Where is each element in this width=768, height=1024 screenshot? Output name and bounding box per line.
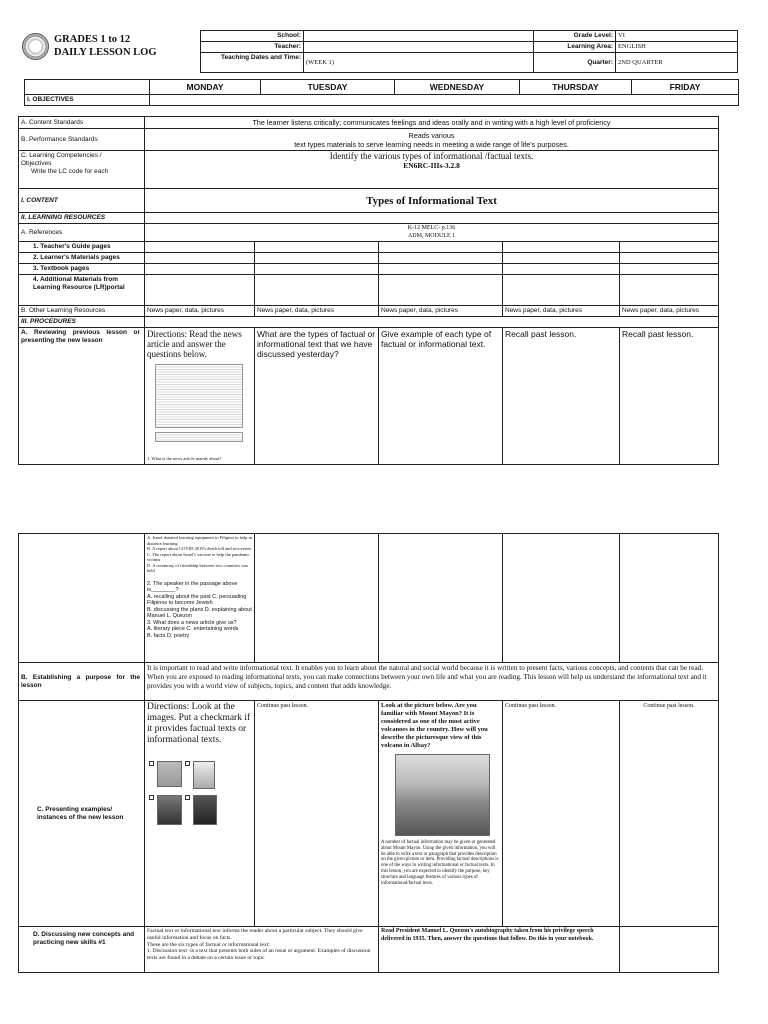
- content-title: Types of Informational Text: [145, 189, 719, 213]
- other-resources-label: B. Other Learning Resources: [19, 306, 145, 317]
- teacher-value: [304, 42, 534, 53]
- lm-pages-label: 2. Learner's Materials pages: [19, 253, 145, 264]
- area-label: Learning Area:: [534, 42, 616, 53]
- review-tue: What are the types of factual or informational text that we have discussed yesterday?: [255, 328, 379, 465]
- page-title: [54, 33, 157, 59]
- review-thu: Recall past lesson.: [503, 328, 620, 465]
- other-resources-thu: News paper, data, pictures: [503, 306, 620, 317]
- performance-standards-label: B. Performance Standards: [19, 129, 145, 151]
- quarter-label: Quarter:: [534, 53, 616, 73]
- presenting-wed-body: A number of factual information may be given or generated about Mount Mayon. Using the given information, you will be able to write a text or paragraph that provides description on the given picture or item. Providing factual descriptions is one of the ways in writing informational or factual texts. In this lesson, you are expected to identify the purpose, key structure and language features of various types of informational/factual texts.: [381, 840, 499, 886]
- learning-resources-label: II. LEARNING RESOURCES: [19, 213, 145, 224]
- lesson-table-page2: [18, 533, 719, 973]
- day-monday: MONDAY: [150, 80, 261, 95]
- presenting-thu: Continue past lesson.: [503, 701, 620, 927]
- content-standards-label: A. Content Standards: [19, 117, 145, 129]
- procedures-label: III. PROCEDURES: [19, 317, 145, 328]
- textbook-pages-label: 3. Textbook pages: [19, 264, 145, 275]
- purpose-text: It is important to read and write informational text. It enables you to learn about the natural and social world because it is written to present facts, various concepts, and contents that can be read. When you are exposed to reading informational texts, you can make connections between your own life and what you are reading. This lesson will help us understand the informational text and it provides you with a world view of subjects, topics, and content that adds knowledge.: [145, 663, 719, 701]
- teacher-label: Teacher:: [201, 42, 304, 53]
- discussing-mon-types: These are the six types of factual or informational text:: [147, 941, 270, 948]
- quarter-value: 2ND QUARTER: [616, 53, 738, 73]
- q3-stem: 3. What does a news article give us?: [147, 619, 237, 626]
- competencies-label: C. Learning Competencies / Objectives: [21, 152, 102, 167]
- week-value: (WEEK 1): [304, 53, 534, 73]
- presenting-mon-directions: Directions: Look at the images. Put a checkmark if it provides factual texts or informational texts.: [147, 702, 251, 745]
- references-label: A. References: [19, 224, 145, 242]
- checkbox-1[interactable]: [149, 761, 154, 766]
- deped-seal-logo: [22, 33, 49, 60]
- day-wednesday: WEDNESDAY: [395, 80, 520, 95]
- day-thursday: THURSDAY: [520, 80, 632, 95]
- presenting-fri: Continue past lesson.: [620, 701, 719, 927]
- q2-stem: 2. The speaker in the passage above is________?: [147, 580, 238, 593]
- q2-choices-bd: B. discussing the plans D. explaining about Manuel L. Quezon: [147, 606, 252, 619]
- checkbox-4[interactable]: [185, 795, 190, 800]
- discussing-wed: Read President Manuel L. Quezon's autobiography taken from his privilege speech delivered in 1935. Then, answer the questions that follow. Do this in your notebook.: [379, 927, 620, 973]
- additional-materials-label: 4. Additional Materials from Learning Resource (LR)portal: [19, 275, 145, 306]
- dates-label: Teaching Dates and Time:: [201, 53, 304, 73]
- purpose-label: B. Establishing a purpose for the lesson: [19, 663, 145, 701]
- review-label: A. Reviewing previous lesson or presenting the new lesson: [19, 328, 145, 465]
- performance-standards-line2: text types materials to serve learning needs in meeting a wide range of life's purposes.: [294, 139, 569, 149]
- q1-choice-c: C. The report about Israel's vaccine to help the pandemic victims: [147, 551, 250, 562]
- other-resources-tue: News paper, data, pictures: [255, 306, 379, 317]
- q2-choices-ac: A. recalling about the past C. persuading Filipinos to become Jewish: [147, 593, 247, 606]
- title-line-2: DAILY LESSON LOG: [54, 47, 157, 58]
- presenting-wed-heading: Look at the picture below. Are you familiar with Mount Mayon? It is considered as one of the most active volcanoes in the country. How will you describe the picturesque view of this volcano in Albay?: [381, 702, 488, 749]
- magazine-image: [157, 795, 182, 825]
- content-label: I. CONTENT: [19, 189, 145, 213]
- review-wed: Give example of each type of factual or informational text.: [379, 328, 503, 465]
- q1-choice-d: D. A ceremony of friendship between two countries was held: [147, 562, 249, 573]
- question-2-block: [147, 581, 252, 640]
- school-label: School:: [201, 31, 304, 42]
- news-article-image: [155, 364, 243, 428]
- competencies-sub: Write the LC code for each: [31, 168, 109, 175]
- book-image: [193, 795, 217, 825]
- other-resources-wed: News paper, data, pictures: [379, 306, 503, 317]
- other-resources-fri: News paper, data, pictures: [620, 306, 719, 317]
- poster-image: [193, 761, 215, 789]
- reference-1: K-12 MELC- p.136: [407, 225, 456, 231]
- review-mon-question: 1. What is the news article mainly about?: [147, 456, 222, 461]
- school-value: [304, 31, 534, 42]
- competencies-code: EN6RC-IIIs-3.2.8: [403, 161, 460, 170]
- discussing-mon-intro: Factual text or informational text informs the reader about a particular subject. They should give useful information and focus on facts.: [147, 928, 363, 941]
- q3-choices-bd: B. facts D. poetry: [147, 632, 190, 639]
- grade-value: VI: [616, 31, 738, 42]
- question-1-choices: [147, 535, 252, 574]
- q1-choice-b: B. A report about COVID 2019's death toll and recoveries: [147, 546, 252, 551]
- newspaper-image: [157, 761, 182, 787]
- review-mon-directions: Directions: Read the news article and answer the questions below.: [147, 329, 242, 359]
- objectives-heading: I. OBJECTIVES: [25, 95, 150, 106]
- area-value: ENGLISH: [616, 42, 738, 53]
- presenting-examples-label: C. Presenting examples/ instances of the new lesson: [19, 701, 145, 927]
- discussing-mon-item1: 1. Discussion text -is a text that presents both sides of an issue or argument. Examples of discussion texts are found in a debate on a certain issue or topic: [147, 948, 371, 962]
- performance-standards-line1: Reads various: [408, 130, 455, 140]
- title-line-1: GRADES 1 to 12: [54, 34, 131, 45]
- news-article-caption-image: [155, 432, 243, 442]
- q3-choices-ac: A. literary piece C. entertaining words: [147, 626, 239, 632]
- content-standards-text: The learner listens critically; communicates feelings and ideas orally and in writing with a high level of proficiency: [145, 117, 719, 129]
- header-info-table: [200, 30, 738, 73]
- discussing-label: D. Discussing new concepts and practicing new skills #1: [19, 927, 145, 973]
- day-tuesday: TUESDAY: [261, 80, 395, 95]
- grade-label: Grade Level:: [534, 31, 616, 42]
- mayon-volcano-photo: [395, 754, 490, 836]
- q1-choice-a: A. Israel donated learning equipment to Filipino to help in distance learning: [147, 535, 252, 546]
- tg-pages-label: 1. Teacher's Guide pages: [19, 242, 145, 253]
- day-header-table: [24, 79, 739, 106]
- competencies-text: Identify the various types of informational /factual texts.: [329, 151, 534, 161]
- checkbox-2[interactable]: [185, 761, 190, 766]
- checkbox-3[interactable]: [149, 795, 154, 800]
- other-resources-mon: News paper, data, pictures: [145, 306, 255, 317]
- presenting-tue: Continue past lesson.: [255, 701, 379, 927]
- day-friday: FRIDAY: [632, 80, 739, 95]
- lesson-table-page1: [18, 116, 719, 465]
- review-fri: Recall past lesson.: [620, 328, 719, 465]
- reference-2: ADM, MODULE 1: [407, 233, 456, 239]
